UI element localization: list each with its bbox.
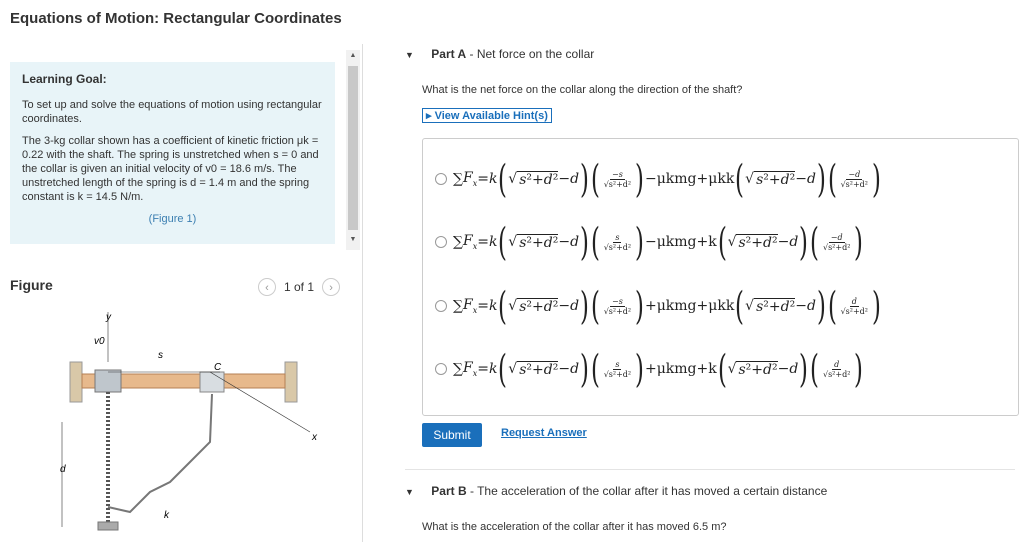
part-a-label: Part A (431, 47, 467, 61)
choice-1-d-num: −d (848, 169, 861, 179)
figure-label-k: k (164, 510, 169, 521)
scroll-down-icon[interactable]: ▼ (349, 236, 357, 243)
view-hints-link[interactable]: ▸ View Available Hint(s) (422, 108, 552, 123)
choice-1-s-num: −s (612, 169, 623, 179)
learning-goal-heading: Learning Goal: (22, 72, 107, 86)
page-title: Equations of Motion: Rectangular Coordinates (10, 10, 342, 27)
figure-heading: Figure (10, 277, 53, 293)
submit-button[interactable]: Submit (422, 423, 482, 447)
choice-2-radio[interactable] (435, 236, 447, 248)
pager-label: 1 of 1 (284, 280, 315, 294)
left-panel (0, 44, 362, 542)
figure-pager (258, 278, 340, 296)
part-b-label: Part B (431, 484, 467, 498)
figure-label-s: s (158, 350, 163, 361)
choice-3-radio[interactable] (435, 300, 447, 312)
part-a-question: What is the net force on the collar along the direction of the shaft? (422, 84, 743, 96)
choice-1-mid: −μkmg+μkk (644, 171, 735, 187)
choice-1-formula: ∑ $F_x$ = k ( √ s²+d² − d ) ( $\frac{-s}{\text{√s²+d²}}$ ) −μkmg+μkk ( √ s²+d² − d ) ( $\frac{-d}{\text{√s²+d²}}$ ) (453, 157, 881, 201)
scroll-up-icon[interactable]: ▲ (349, 52, 357, 59)
part-a-title: Net force on the collar (476, 47, 595, 61)
figure-link[interactable]: (Figure 1) (148, 213, 197, 225)
scroll-thumb[interactable] (348, 66, 358, 230)
choice-4-formula: ∑ $F_x$ = k ( √ s²+d² − d ) ( $\frac{s}{\text{√s²+d²}}$ ) +μkmg+k ( √ s²+d² − d ) ( $\frac{d}{\text{√s²+d²}}$ ) (453, 347, 864, 391)
learning-goal-text: To set up and solve the equations of motion using rectangular coordinates. (22, 99, 322, 125)
panel-divider (362, 44, 363, 542)
choice-4-s-num: s (615, 359, 620, 369)
choice-3-mid: +μkmg+μkk (644, 298, 735, 314)
choice-3-d-num: d (851, 296, 857, 306)
choice-2-mid: −μkmg+k (644, 234, 717, 250)
choice-3-formula: ∑ $F_x$ = k ( √ s²+d² − d ) ( $\frac{-s}{\text{√s²+d²}}$ ) +μkmg+μkk ( √ s²+d² − d ) ( $\frac{d}{\text{√s²+d²}}$ ) (453, 284, 881, 328)
section-divider (405, 469, 1015, 470)
choice-2[interactable] (435, 217, 864, 267)
scrollbar[interactable] (346, 50, 360, 250)
figure-label-d: d (60, 464, 66, 475)
choice-2-d-num: −d (830, 232, 843, 242)
choice-1[interactable] (435, 154, 882, 204)
collapse-caret-icon[interactable]: ▼ (405, 487, 414, 497)
choice-1-radio[interactable] (435, 173, 447, 185)
choice-4[interactable] (435, 344, 864, 394)
part-a-header[interactable]: ▼ Part A - Net force on the collar (405, 47, 595, 61)
request-answer-link[interactable]: Request Answer (501, 427, 587, 439)
prev-figure-button[interactable]: ‹ (258, 278, 276, 296)
choice-2-s-num: s (615, 232, 620, 242)
figure-label-x: x (312, 432, 317, 443)
next-figure-button[interactable]: › (322, 278, 340, 296)
collapse-caret-icon[interactable]: ▼ (405, 50, 414, 60)
figure-diagram (40, 312, 340, 542)
figure-label-y: y (106, 312, 111, 323)
choice-3-s-num: −s (612, 296, 623, 306)
answer-choices-box (422, 138, 1019, 416)
choice-2-formula: ∑ $F_x$ = k ( √ s²+d² − d ) ( $\frac{s}{\text{√s²+d²}}$ ) −μkmg+k ( √ s²+d² − d ) ( $\frac{-d}{\text{√s²+d²}}$ ) (453, 220, 864, 264)
learning-goal-box (10, 62, 335, 244)
part-b-header[interactable]: ▼ Part B - The acceleration of the collar after it has moved a certain distance (405, 484, 828, 498)
choice-4-radio[interactable] (435, 363, 447, 375)
choice-4-d-num: d (834, 359, 840, 369)
figure-label-v0: v0 (94, 336, 105, 347)
choice-3[interactable] (435, 281, 882, 331)
part-b-title: The acceleration of the collar after it has moved a certain distance (477, 484, 828, 498)
part-b-question: What is the acceleration of the collar after it has moved 6.5 m? (422, 521, 727, 533)
problem-statement: The 3-kg collar shown has a coefficient of kinetic friction μk = 0.22 with the shaft. The spring is unstretched when s = 0 and the collar is given an initial velocity of v0 = 18.6 m/s. The unstretched length of the spring is d = 1.4 m and the spring constant is k = 14.5 N/m. (22, 135, 319, 203)
choice-4-mid: +μkmg+k (644, 361, 717, 377)
view-hints-label: View Available Hint(s) (434, 110, 548, 122)
figure-label-C: C (214, 362, 222, 373)
